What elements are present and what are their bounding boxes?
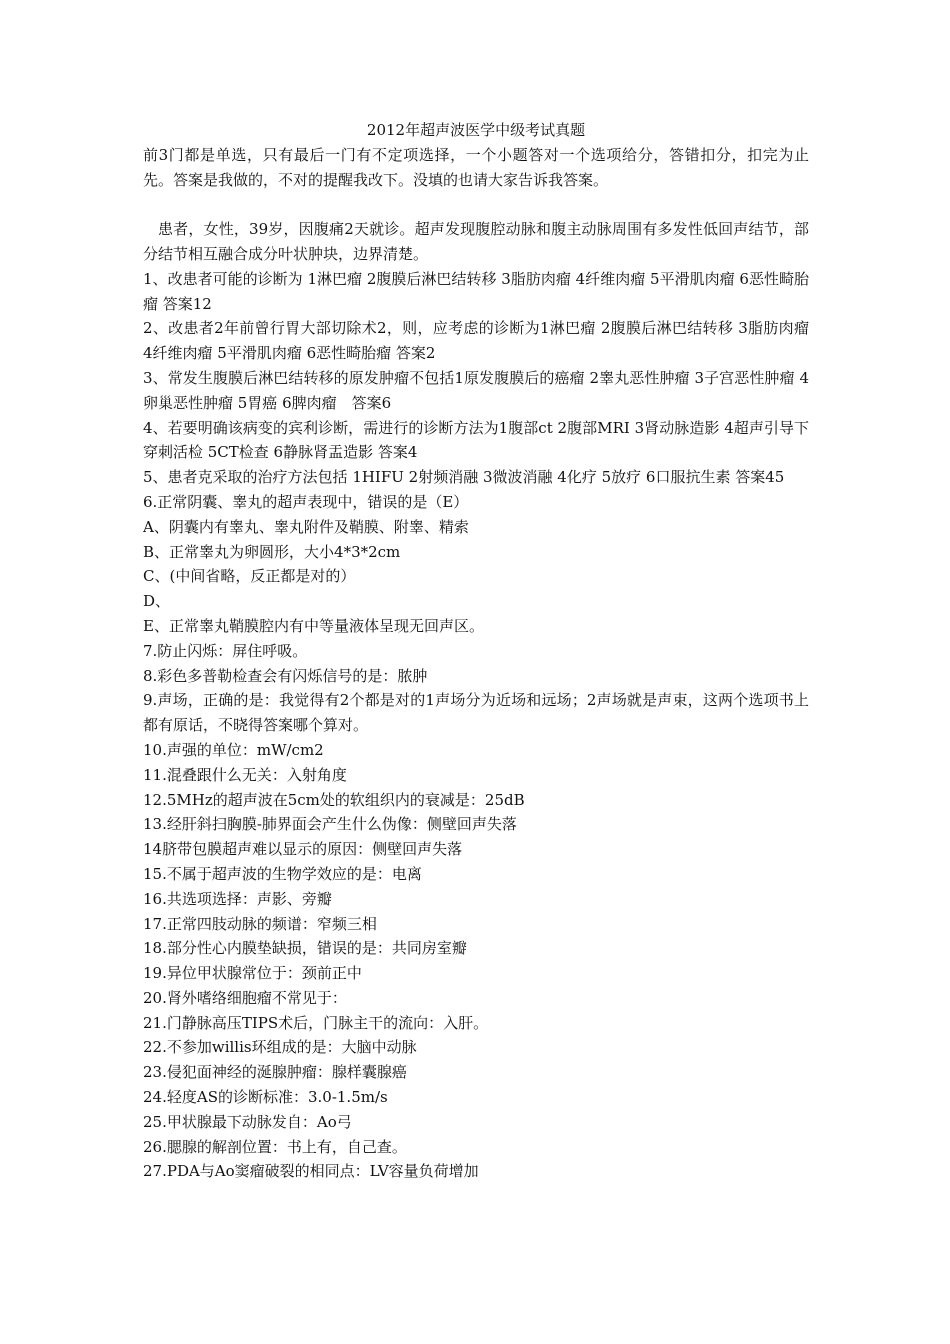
question-8: 8.彩色多普勒检查会有闪烁信号的是：脓肿: [143, 666, 428, 685]
question-13: 13.经肝斜扫胸膜-肺界面会产生什么伪像：侧壁回声失落: [143, 815, 517, 834]
question-6-option-e: E、正常睾丸鞘膜腔内有中等量液体呈现无回声区。: [143, 616, 484, 635]
question-19: 19.异位甲状腺常位于：颈前正中: [143, 964, 362, 983]
question-6-option-a: A、阴囊内有睾丸、睾丸附件及鞘膜、附睾、精索: [143, 517, 469, 536]
question-7: 7.防止闪烁：屏住呼吸。: [143, 641, 308, 660]
question-12: 12.5MHz的超声波在5cm处的软组织内的衰减是：25dB: [143, 790, 525, 809]
question-25: 25.甲状腺最下动脉发自：Ao弓: [143, 1112, 352, 1131]
question-20: 20.肾外嗜络细胞瘤不常见于：: [143, 988, 347, 1007]
case-question-4: 4、若要明确该病变的宾利诊断，需进行的诊断方法为1腹部ct 2腹部MRI 3肾动脉造影 4超声引导下穿刺活检 5CT检查 6静脉肾盂造影 答案4: [143, 418, 809, 462]
intro-paragraph: 前3门都是单选，只有最后一门有不定项选择，一个小题答对一个选项给分，答错扣分，扣完为止先。答案是我做的，不对的提醒我改下。没填的也请大家告诉我答案。: [143, 145, 809, 189]
question-22: 22.不参加willis环组成的是：大脑中动脉: [143, 1038, 417, 1057]
question-23: 23.侵犯面神经的涎腺肿瘤：腺样囊腺癌: [143, 1063, 407, 1082]
question-17: 17.正常四肢动脉的频谱：窄频三相: [143, 914, 377, 933]
question-9: 9.声场，正确的是：我觉得有2个都是对的1声场分为近场和远场；2声场就是声束，这两个选项书上都有原话，不晓得答案哪个算对。: [143, 691, 809, 735]
case-paragraph: 患者，女性，39岁，因腹痛2天就诊。超声发现腹腔动脉和腹主动脉周围有多发性低回声结节，部分结节相互融合成分叶状肿块，边界清楚。: [143, 220, 809, 263]
question-14: 14脐带包膜超声难以显示的原因：侧壁回声失落: [143, 840, 463, 859]
case-question-3: 3、常发生腹膜后淋巴结转移的原发肿瘤不包括1原发腹膜后的癌瘤 2睾丸恶性肿瘤 3子宫恶性肿瘤 4卵巢恶性肿瘤 5胃癌 6脾肉瘤 答案6: [143, 368, 809, 412]
question-24: 24.轻度AS的诊断标准：3.0-1.5m/s: [143, 1088, 388, 1107]
question-6-option-b: B、正常睾丸为卵圆形，大小4*3*2cm: [143, 542, 401, 561]
case-question-1: 1、改患者可能的诊断为 1淋巴瘤 2腹膜后淋巴结转移 3脂肪肉瘤 4纤维肉瘤 5平滑肌肉瘤 6恶性畸胎瘤 答案12: [143, 269, 809, 313]
document-title: 2012年超声波医学中级考试真题: [366, 121, 586, 139]
question-6-option-d: D、: [143, 592, 171, 611]
question-6-option-c: C、(中间省略，反正都是对的）: [143, 567, 356, 586]
question-11: 11.混叠跟什么无关：入射角度: [143, 765, 347, 784]
question-6-stem: 6.正常阴囊、睾丸的超声表现中，错误的是（E）: [143, 492, 469, 511]
question-26: 26.腮腺的解剖位置：书上有，自己查。: [143, 1137, 407, 1156]
case-question-2: 2、改患者2年前曾行胃大部切除术2，则，应考虑的诊断为1淋巴瘤 2腹膜后淋巴结转移 3脂肪肉瘤 4纤维肉瘤 5平滑肌肉瘤 6恶性畸胎瘤 答案2: [143, 319, 809, 363]
question-18: 18.部分性心内膜垫缺损，错误的是：共同房室瓣: [143, 939, 467, 958]
question-15: 15.不属于超声波的生物学效应的是：电离: [143, 864, 422, 883]
case-question-5: 5、患者克采取的治疗方法包括 1HIFU 2射频消融 3微波消融 4化疗 5放疗 6口服抗生素 答案45: [143, 468, 785, 487]
question-16: 16.共选项选择：声影、旁瓣: [143, 889, 332, 908]
blank-line: [143, 192, 809, 217]
question-10: 10.声强的单位：mW/cm2: [143, 740, 324, 759]
document-page: [143, 118, 809, 1184]
question-27: 27.PDA与Ao窦瘤破裂的相同点：LV容量负荷增加: [143, 1162, 479, 1181]
question-21: 21.门静脉高压TIPS术后，门脉主干的流向：入肝。: [143, 1013, 489, 1032]
